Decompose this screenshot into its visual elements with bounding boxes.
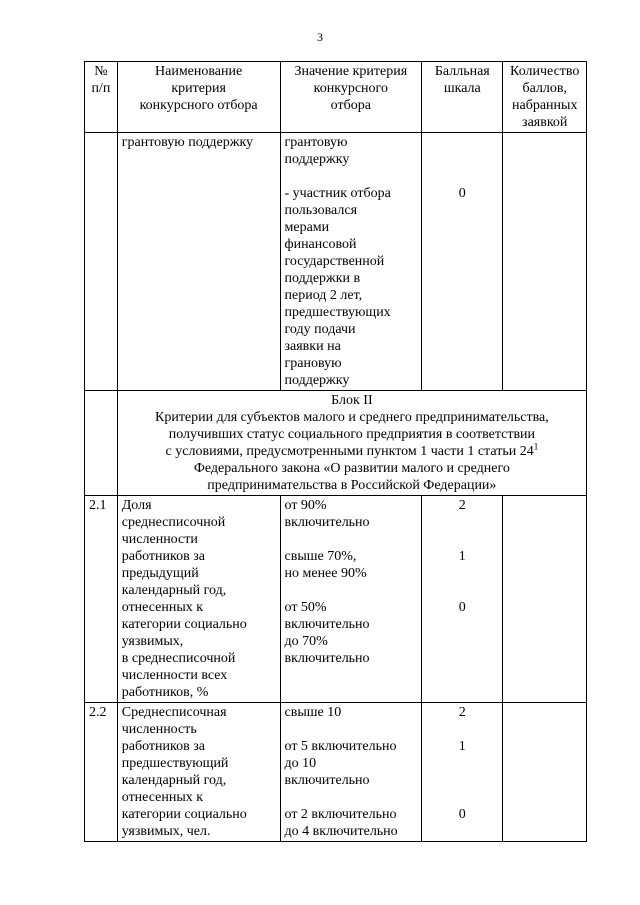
cell-scale: [422, 496, 503, 703]
block-text: Федерального закона «О развитии малого и среднего предпринимательства в Российской Федерации»: [193, 461, 510, 493]
criteria-table: [84, 61, 587, 842]
cell-name: Доля среднесписочной численности работников за предыдущий календарный год, отнесенных к категории социально уязвимых, в среднесписочной численности всех работников, %: [117, 496, 280, 703]
cell-name: Среднесписочная численность работников за предшествующий календарный год, отнесенных к категории социально уязвимых, чел.: [117, 703, 280, 842]
header-count: Количество баллов, набранных заявкой: [503, 62, 587, 133]
table-row: [85, 703, 587, 842]
cell-value: [280, 133, 422, 391]
value-text: грантовую поддержку: [284, 135, 350, 167]
header-scale: Балльная шкала: [422, 62, 503, 133]
cell-count: [503, 703, 587, 842]
cell-num: [85, 133, 118, 391]
block-text: Критерии для субъектов малого и среднего предпринимательства, получивших статус социального предприятия в соответствии с условиями, предусмотренными пунктом 1 части 1 статьи $24^1$: [154, 410, 549, 459]
value-text: - участник отбора пользовался мерами финансовой государственной поддержки в период 2 лет, предшествующих году подачи заявки на грановую поддержку: [284, 186, 391, 388]
header-num: № п/п: [85, 62, 118, 133]
table-row: [85, 496, 587, 703]
score-value: 0: [458, 186, 466, 201]
header-row: [85, 62, 587, 133]
cell-value: [280, 496, 422, 703]
cell-scale: [422, 133, 503, 391]
cell-name: грантовую поддержку: [117, 133, 280, 391]
cell-num: 2.2: [85, 703, 118, 842]
block-row: [85, 391, 587, 496]
cell-scale: [422, 703, 503, 842]
header-name: Наименование критерия конкурсного отбора: [117, 62, 280, 133]
cell-count: [503, 496, 587, 703]
value-text: свыше 10: [284, 705, 342, 720]
value-text: от 50% включительно до 70% включительно: [284, 600, 370, 666]
table-row: [85, 133, 587, 391]
cell-count: [503, 133, 587, 391]
value-text: от 2 включительно до 4 включительно: [284, 807, 398, 839]
score-value: 1: [458, 549, 466, 564]
cell-num: 2.1: [85, 496, 118, 703]
score-value: 1: [458, 739, 466, 754]
value-text: от 5 включительно до 10 включительно: [284, 739, 397, 788]
score-value: 0: [458, 807, 466, 822]
cell-value: [280, 703, 422, 842]
page-number: 3: [317, 30, 323, 44]
cell-num: [85, 391, 118, 496]
value-text: свыше 70%, но менее 90%: [284, 549, 367, 581]
score-value: 2: [458, 705, 466, 720]
header-value: Значение критерия конкурсного отбора: [280, 62, 422, 133]
value-text: от 90% включительно: [284, 498, 370, 530]
score-value: 0: [458, 600, 466, 615]
block-heading: [117, 391, 586, 496]
block-title: Блок II: [331, 393, 373, 408]
score-value: 2: [458, 498, 466, 513]
